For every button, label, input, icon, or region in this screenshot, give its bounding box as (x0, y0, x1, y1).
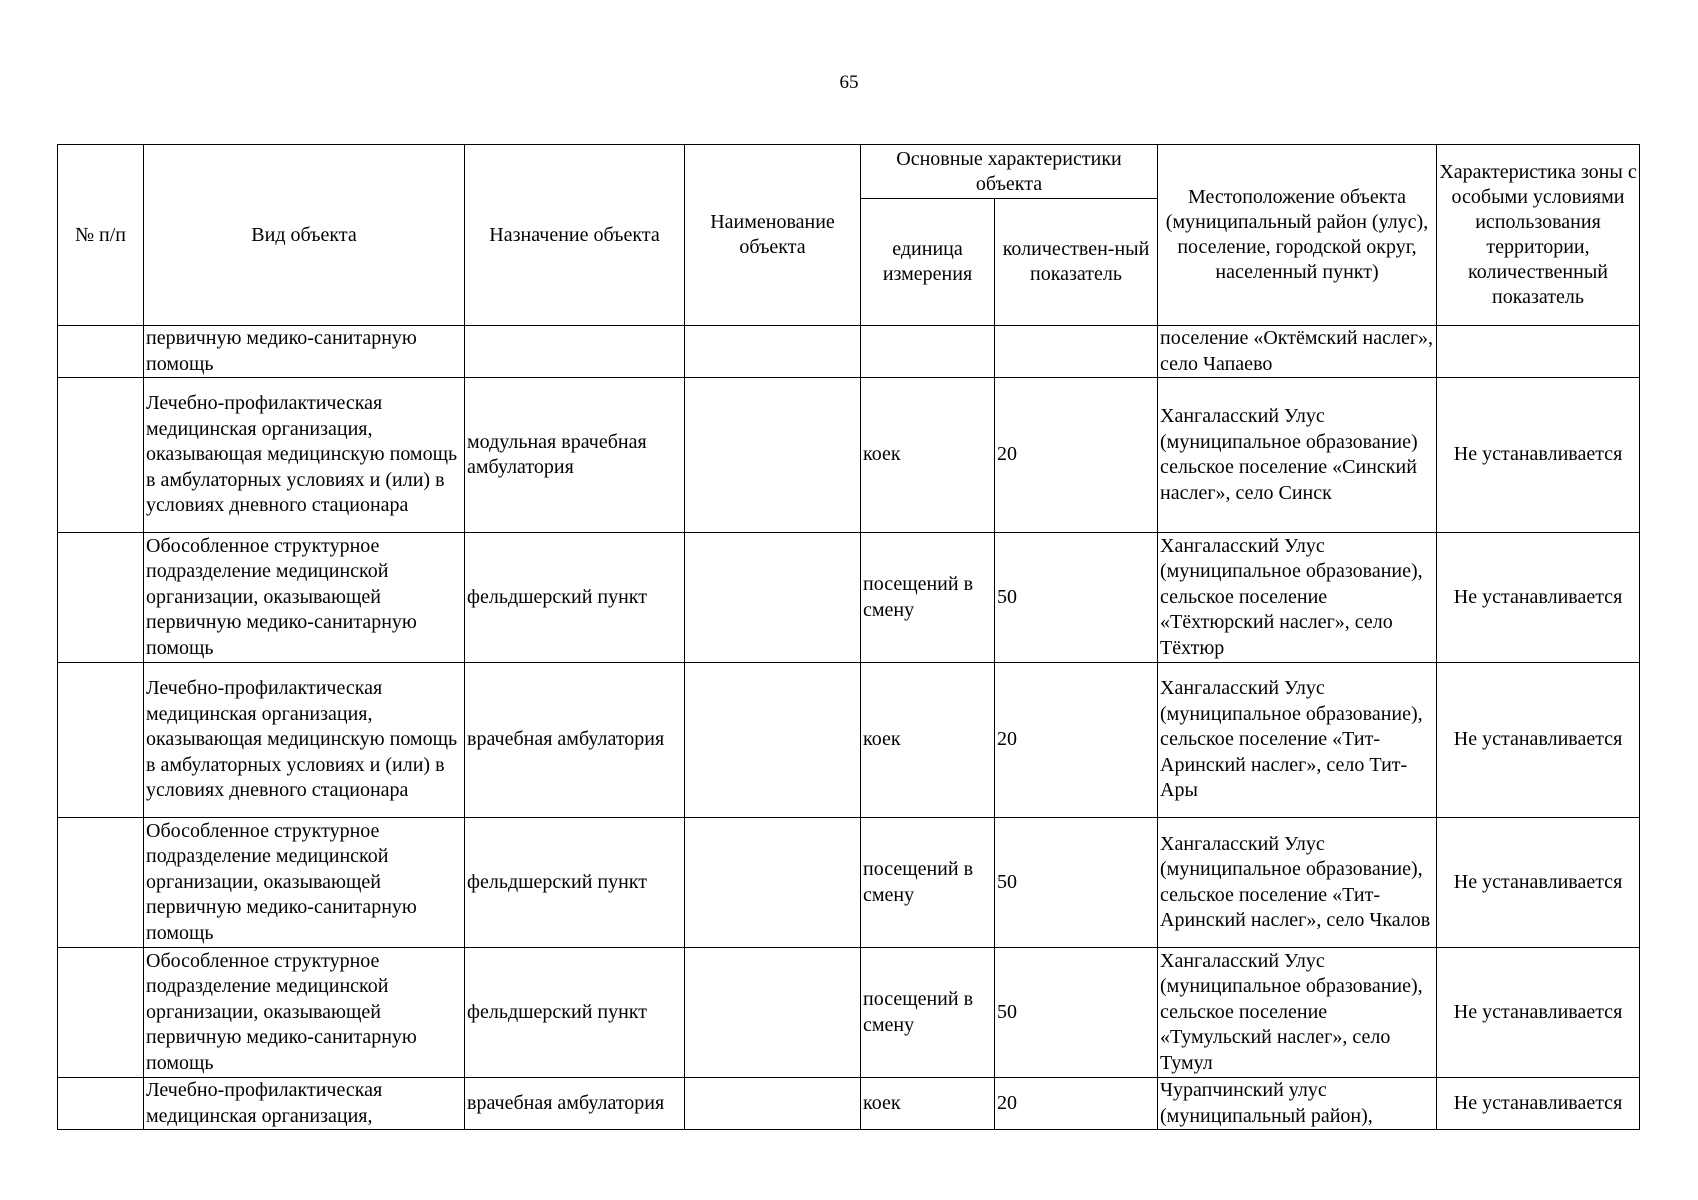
cell-quantity: 20 (995, 663, 1158, 818)
cell-type: Обособленное структурное подразделение медицинской организации, оказывающей первичную медико-санитарную помощь (144, 948, 465, 1078)
cell-type: Обособленное структурное подразделение медицинской организации, оказывающей первичную медико-санитарную помощь (144, 818, 465, 948)
cell-type: Обособленное структурное подразделение медицинской организации, оказывающей первичную медико-санитарную помощь (144, 533, 465, 663)
cell-unit: коек (861, 1078, 995, 1130)
cell-zone: Не устанавливается (1437, 378, 1640, 533)
table-row (58, 948, 1640, 1078)
header-num: № п/п (58, 145, 144, 326)
table-row (58, 378, 1640, 533)
cell-zone: Не устанавливается (1437, 663, 1640, 818)
cell-num (58, 948, 144, 1078)
header-quantity: количествен-ный показатель (995, 199, 1158, 326)
cell-purpose: врачебная амбулатория (465, 1078, 685, 1130)
cell-quantity: 20 (995, 1078, 1158, 1130)
cell-unit: посещений в смену (861, 948, 995, 1078)
cell-zone: Не устанавливается (1437, 533, 1640, 663)
cell-location: поселение «Октёмский наслег», село Чапаево (1158, 326, 1437, 378)
cell-name (685, 378, 861, 533)
cell-purpose: фельдшерский пункт (465, 818, 685, 948)
cell-purpose: модульная врачебная амбулатория (465, 378, 685, 533)
objects-table (57, 144, 1640, 1130)
cell-zone: Не устанавливается (1437, 818, 1640, 948)
table-row (58, 663, 1640, 818)
cell-location: Чурапчинский улус (муниципальный район), (1158, 1078, 1437, 1130)
cell-num (58, 378, 144, 533)
table-header (58, 145, 1640, 326)
cell-name (685, 818, 861, 948)
cell-num (58, 1078, 144, 1130)
cell-location: Хангаласский Улус (муниципальное образование), сельское поселение «Тит-Аринский наслег», село Тит-Ары (1158, 663, 1437, 818)
cell-num (58, 533, 144, 663)
header-purpose: Назначение объекта (465, 145, 685, 326)
cell-unit: посещений в смену (861, 533, 995, 663)
header-type: Вид объекта (144, 145, 465, 326)
header-zone: Характеристика зоны с особыми условиями использования территории, количественный показатель (1437, 145, 1640, 326)
table-row (58, 326, 1640, 378)
cell-quantity: 50 (995, 948, 1158, 1078)
header-location: Местоположение объекта (муниципальный район (улус), поселение, городской округ, населенный пункт) (1158, 145, 1437, 326)
cell-type: Лечебно-профилактическая медицинская организация, оказывающая медицинскую помощь в амбулаторных условиях и (или) в условиях дневного стационара (144, 663, 465, 818)
cell-unit (861, 326, 995, 378)
cell-zone: Не устанавливается (1437, 948, 1640, 1078)
cell-zone: Не устанавливается (1437, 1078, 1640, 1130)
cell-type: первичную медико-санитарную помощь (144, 326, 465, 378)
cell-location: Хангаласский Улус (муниципальное образование) сельское поселение «Синский наслег», село Синск (1158, 378, 1437, 533)
cell-purpose: фельдшерский пункт (465, 533, 685, 663)
cell-name (685, 948, 861, 1078)
cell-num (58, 663, 144, 818)
cell-purpose: фельдшерский пункт (465, 948, 685, 1078)
cell-name (685, 533, 861, 663)
cell-quantity (995, 326, 1158, 378)
header-characteristics: Основные характеристики объекта (861, 145, 1158, 199)
table-row (58, 533, 1640, 663)
cell-name (685, 663, 861, 818)
cell-quantity: 20 (995, 378, 1158, 533)
cell-name (685, 326, 861, 378)
cell-location: Хангаласский Улус (муниципальное образование), сельское поселение «Тумульский наслег», село Тумул (1158, 948, 1437, 1078)
table-body (58, 326, 1640, 1130)
cell-unit: коек (861, 378, 995, 533)
cell-unit: посещений в смену (861, 818, 995, 948)
table-row (58, 818, 1640, 948)
cell-location: Хангаласский Улус (муниципальное образование), сельское поселение «Тит-Аринский наслег», село Чкалов (1158, 818, 1437, 948)
cell-type: Лечебно-профилактическая медицинская организация, (144, 1078, 465, 1130)
page-number: 65 (839, 72, 859, 93)
cell-zone (1437, 326, 1640, 378)
header-name: Наименование объекта (685, 145, 861, 326)
cell-purpose: врачебная амбулатория (465, 663, 685, 818)
cell-num (58, 326, 144, 378)
header-unit: единица измерения (861, 199, 995, 326)
cell-quantity: 50 (995, 818, 1158, 948)
cell-unit: коек (861, 663, 995, 818)
cell-purpose (465, 326, 685, 378)
cell-type: Лечебно-профилактическая медицинская организация, оказывающая медицинскую помощь в амбулаторных условиях и (или) в условиях дневного стационара (144, 378, 465, 533)
table-row (58, 1078, 1640, 1130)
cell-name (685, 1078, 861, 1130)
cell-quantity: 50 (995, 533, 1158, 663)
cell-num (58, 818, 144, 948)
cell-location: Хангаласский Улус (муниципальное образование), сельское поселение «Тёхтюрский наслег», село Тёхтюр (1158, 533, 1437, 663)
